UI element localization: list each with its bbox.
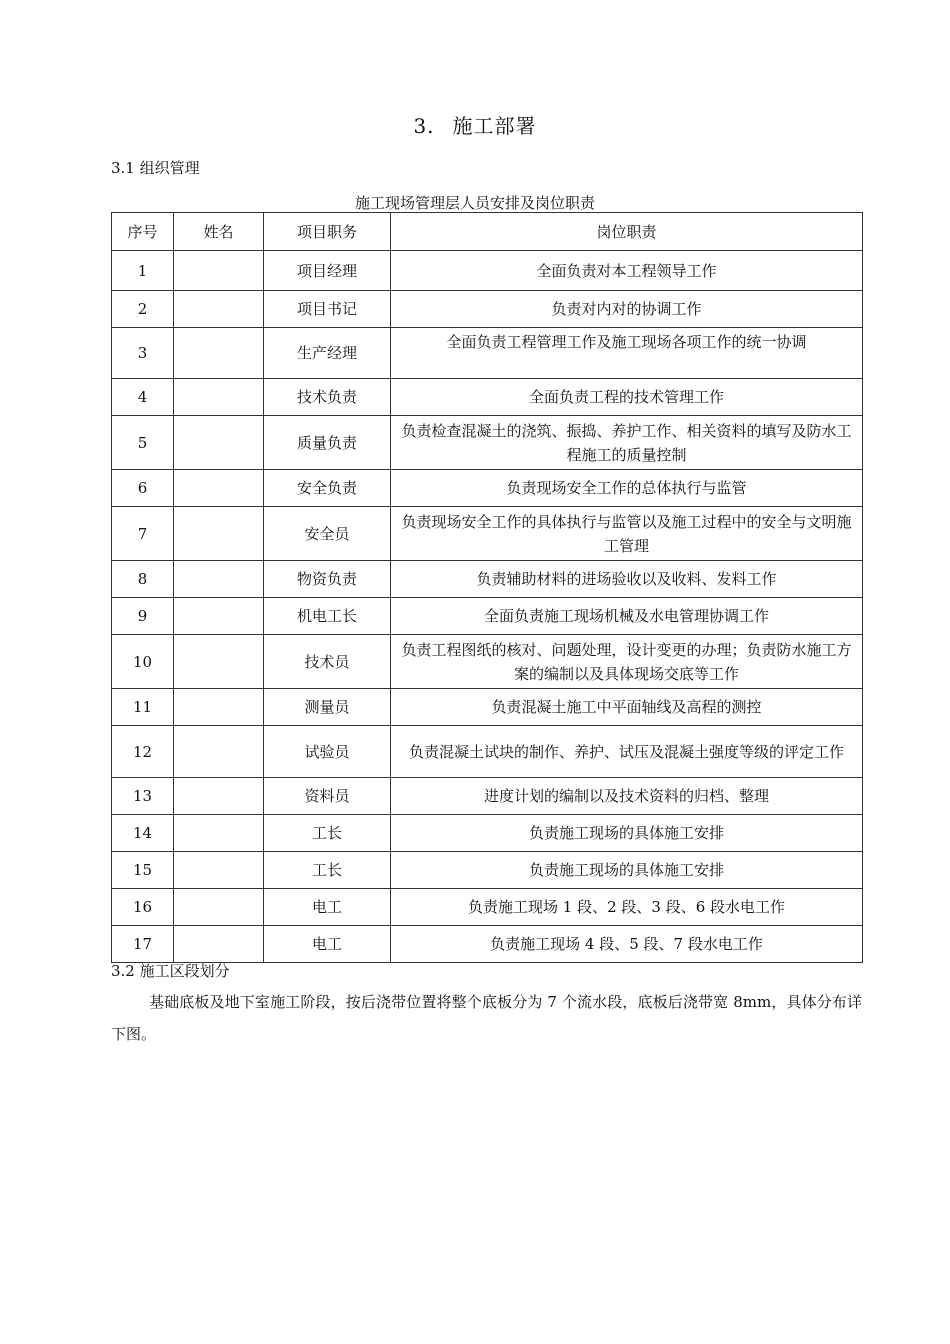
row-no: 11: [112, 689, 174, 726]
section-paragraph: 基础底板及地下室施工阶段，按后浇带位置将整个底板分为 7 个流水段，底板后浇带宽 8mm，具体分布详下图。: [111, 993, 862, 1043]
row-duty: 负责现场安全工作的总体执行与监管: [391, 470, 863, 507]
row-no: 13: [112, 778, 174, 815]
table-row: [112, 291, 863, 328]
table-row: [112, 328, 863, 379]
row-duty: 全面负责工程的技术管理工作: [391, 379, 863, 416]
chapter-number: 3.: [413, 114, 435, 138]
row-position: 机电工长: [264, 598, 391, 635]
row-name: [174, 251, 264, 291]
row-duty: 负责施工现场的具体施工安排: [391, 815, 863, 852]
row-position: 电工: [264, 889, 391, 926]
row-no: 15: [112, 852, 174, 889]
row-name: [174, 379, 264, 416]
row-position: 工长: [264, 815, 391, 852]
row-name: [174, 470, 264, 507]
table-row: [112, 635, 863, 689]
row-no: 8: [112, 561, 174, 598]
row-name: [174, 416, 264, 470]
row-name: [174, 926, 264, 963]
row-duty: 负责辅助材料的进场验收以及收料、发料工作: [391, 561, 863, 598]
row-duty: 负责混凝土试块的制作、养护、试压及混凝土强度等级的评定工作: [391, 726, 863, 778]
row-no: 16: [112, 889, 174, 926]
table-row: [112, 726, 863, 778]
table-header-row: [112, 213, 863, 251]
row-duty: 负责工程图纸的核对、问题处理，设计变更的办理；负责防水施工方案的编制以及具体现场交底等工作: [391, 635, 863, 689]
header-duty: 岗位职责: [391, 213, 863, 251]
row-no: 3: [112, 328, 174, 379]
row-position: 电工: [264, 926, 391, 963]
row-position: 工长: [264, 852, 391, 889]
row-position: 技术员: [264, 635, 391, 689]
row-no: 4: [112, 379, 174, 416]
table-row: [112, 379, 863, 416]
row-duty: 负责检查混凝土的浇筑、振捣、养护工作、相关资料的填写及防水工程施工的质量控制: [391, 416, 863, 470]
table-row: [112, 926, 863, 963]
row-duty: 负责对内对的协调工作: [391, 291, 863, 328]
row-no: 2: [112, 291, 174, 328]
row-name: [174, 598, 264, 635]
row-position: 安全负责: [264, 470, 391, 507]
table-caption: 施工现场管理层人员安排及岗位职责: [354, 194, 595, 212]
page-title: [0, 110, 950, 139]
table-row: [112, 689, 863, 726]
section-heading-3-1: 3.1 组织管理: [111, 159, 200, 177]
row-duty: 进度计划的编制以及技术资料的归档、整理: [391, 778, 863, 815]
staff-duty-table: [111, 212, 863, 963]
row-name: [174, 778, 264, 815]
row-name: [174, 689, 264, 726]
table-row: [112, 778, 863, 815]
table-row: [112, 416, 863, 470]
table-row: [112, 815, 863, 852]
row-position: 技术负责: [264, 379, 391, 416]
table-row: [112, 889, 863, 926]
row-position: 质量负责: [264, 416, 391, 470]
row-duty: 全面负责工程管理工作及施工现场各项工作的统一协调: [391, 328, 863, 379]
row-position: 安全员: [264, 507, 391, 561]
row-no: 12: [112, 726, 174, 778]
row-no: 1: [112, 251, 174, 291]
row-duty: 负责施工现场 1 段、2 段、3 段、6 段水电工作: [391, 889, 863, 926]
row-duty: 负责施工现场的具体施工安排: [391, 852, 863, 889]
row-name: [174, 815, 264, 852]
row-no: 6: [112, 470, 174, 507]
row-duty: 负责混凝土施工中平面轴线及高程的测控: [391, 689, 863, 726]
row-no: 10: [112, 635, 174, 689]
header-no: 序号: [112, 213, 174, 251]
row-name: [174, 291, 264, 328]
row-name: [174, 328, 264, 379]
row-duty: 负责施工现场 4 段、5 段、7 段水电工作: [391, 926, 863, 963]
row-name: [174, 561, 264, 598]
row-no: 7: [112, 507, 174, 561]
table-row: [112, 852, 863, 889]
row-duty: 全面负责对本工程领导工作: [391, 251, 863, 291]
row-duty: 负责现场安全工作的具体执行与监管以及施工过程中的安全与文明施工管理: [391, 507, 863, 561]
row-position: 试验员: [264, 726, 391, 778]
row-position: 项目经理: [264, 251, 391, 291]
row-no: 17: [112, 926, 174, 963]
table-row: [112, 598, 863, 635]
row-position: 资料员: [264, 778, 391, 815]
row-no: 5: [112, 416, 174, 470]
row-no: 14: [112, 815, 174, 852]
row-position: 测量员: [264, 689, 391, 726]
table-row: [112, 251, 863, 291]
row-no: 9: [112, 598, 174, 635]
table-row: [112, 561, 863, 598]
row-duty: 全面负责施工现场机械及水电管理协调工作: [391, 598, 863, 635]
table-row: [112, 507, 863, 561]
row-position: 项目书记: [264, 291, 391, 328]
section-heading-3-2: 3.2 施工区段划分: [111, 962, 230, 980]
row-name: [174, 507, 264, 561]
row-name: [174, 635, 264, 689]
row-name: [174, 889, 264, 926]
row-name: [174, 852, 264, 889]
row-position: 生产经理: [264, 328, 391, 379]
header-name: 姓名: [174, 213, 264, 251]
row-name: [174, 726, 264, 778]
chapter-title: 施工部署: [452, 114, 537, 138]
row-position: 物资负责: [264, 561, 391, 598]
header-position: 项目职务: [264, 213, 391, 251]
table-row: [112, 470, 863, 507]
